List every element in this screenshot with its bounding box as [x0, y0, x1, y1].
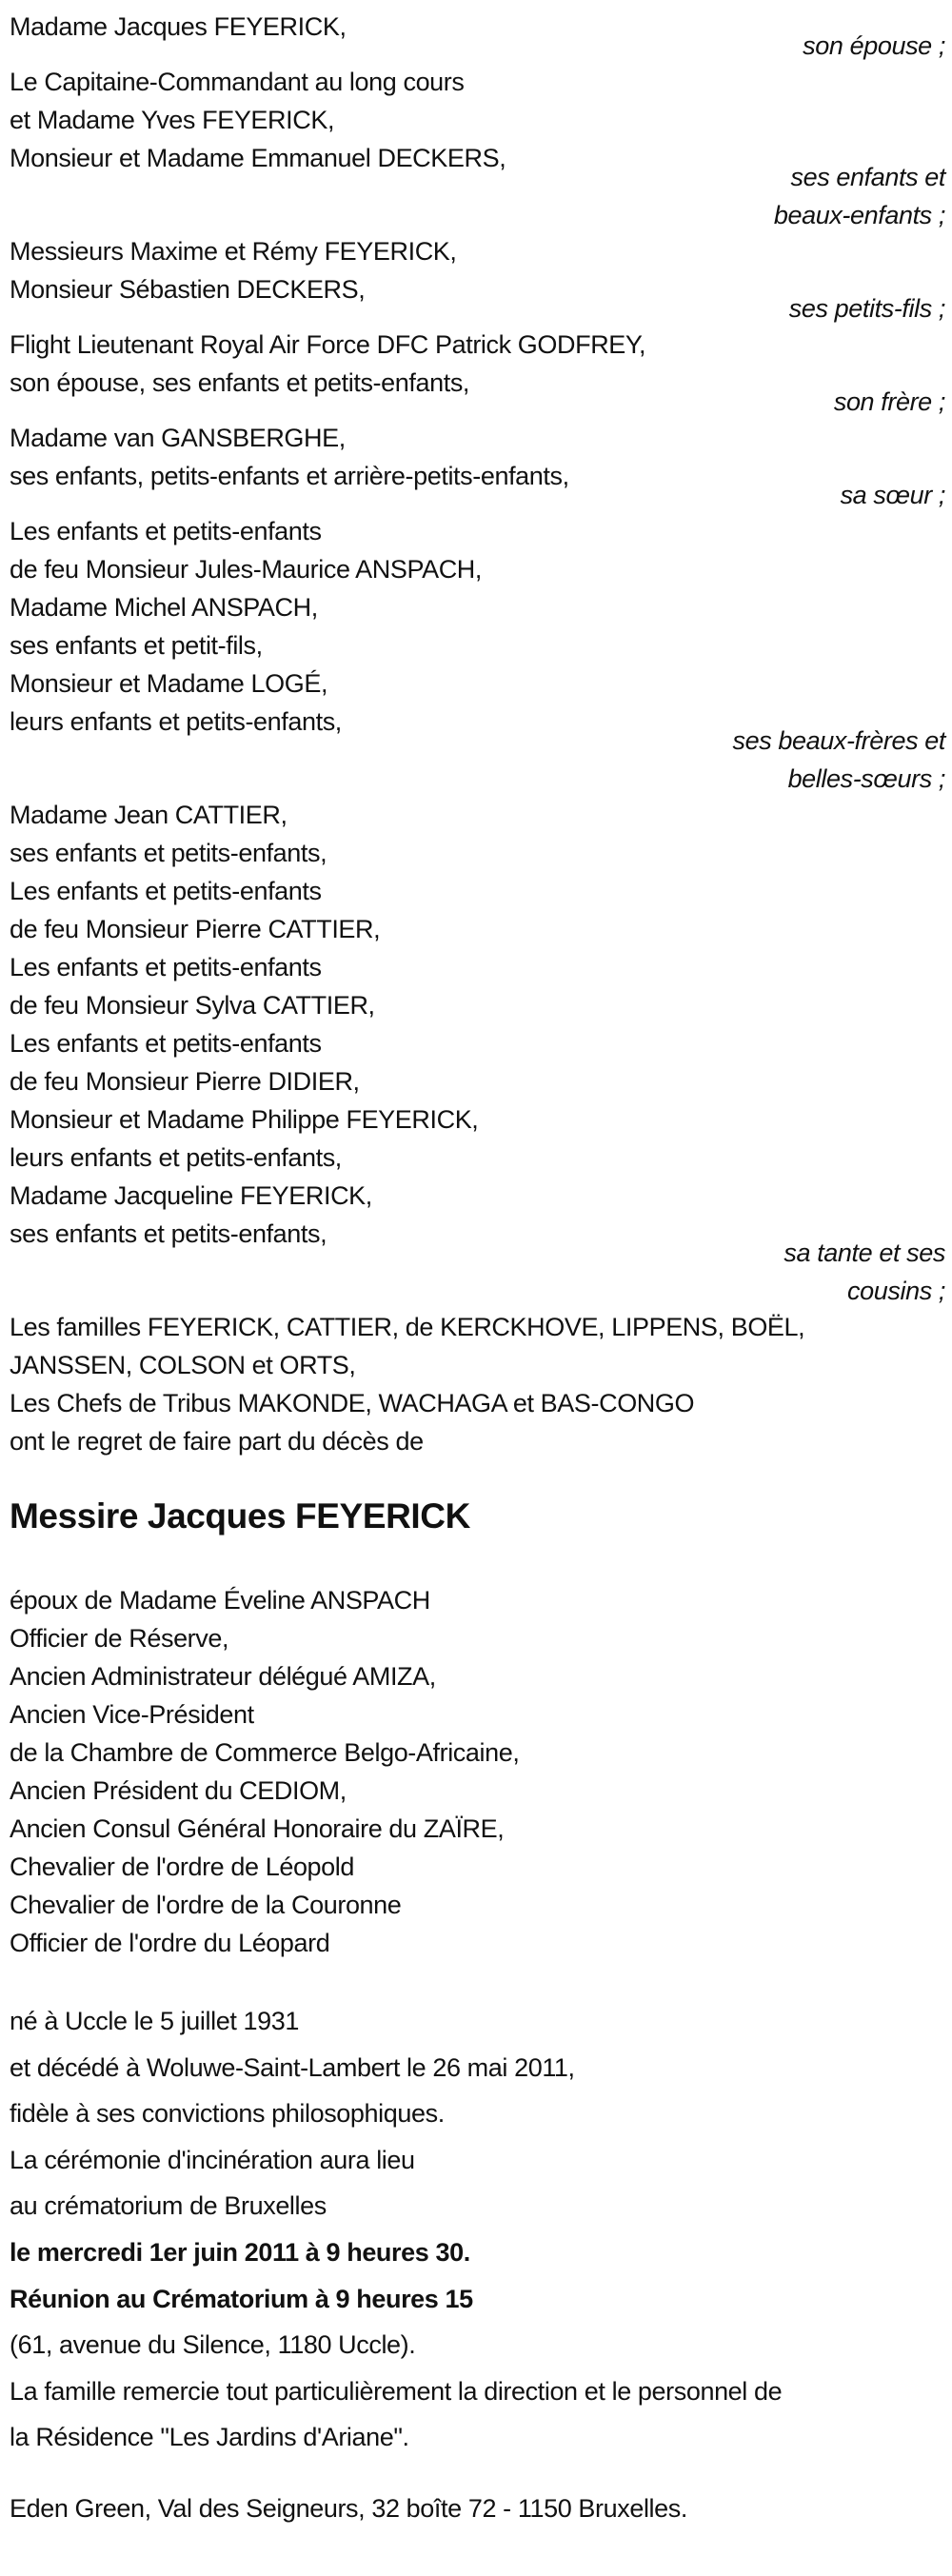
family-line: de feu Monsieur Pierre DIDIER,	[10, 1067, 360, 1096]
family-line: de feu Monsieur Pierre CATTIER,	[10, 915, 381, 943]
detail-line: né à Uccle le 5 juillet 1931	[10, 2007, 299, 2035]
career-line: Officier de Réserve,	[10, 1624, 229, 1653]
relation-line: ses beaux-frères et	[732, 726, 945, 755]
family-line: Monsieur et Madame Philippe FEYERICK,	[10, 1105, 479, 1134]
family-line: Les Chefs de Tribus MAKONDE, WACHAGA et BAS-CONGO	[10, 1389, 695, 1417]
family-line: Les enfants et petits-enfants	[10, 1029, 322, 1058]
career-line: Chevalier de l'ordre de la Couronne	[10, 1891, 402, 1919]
career-line: de la Chambre de Commerce Belgo-Africaine,	[10, 1738, 520, 1767]
family-line: de feu Monsieur Sylva CATTIER,	[10, 991, 375, 1020]
family-group	[10, 512, 945, 798]
family-line: JANSSEN, COLSON et ORTS,	[10, 1351, 356, 1379]
family-group	[10, 1308, 945, 1460]
family-line: Madame Jacques FEYERICK,	[10, 12, 347, 41]
family-line: leurs enfants et petits-enfants,	[10, 707, 342, 736]
family-line: ses enfants, petits-enfants et arrière-petits-enfants,	[10, 462, 569, 490]
family-line: ses enfants et petit-fils,	[10, 631, 263, 660]
deceased-name: Messire Jacques FEYERICK	[10, 1496, 470, 1536]
relation-line: cousins ;	[847, 1277, 945, 1305]
family-line: Flight Lieutenant Royal Air Force DFC Patrick GODFREY,	[10, 330, 646, 359]
family-group	[10, 796, 945, 1310]
family-line: Les familles FEYERICK, CATTIER, de KERCKHOVE, LIPPENS, BOËL,	[10, 1313, 805, 1341]
family-list	[10, 8, 945, 1460]
relation-line: sa tante et ses	[783, 1238, 945, 1267]
family-line: ont le regret de faire part du décès de	[10, 1427, 424, 1456]
career-line: époux de Madame Éveline ANSPACH	[10, 1586, 430, 1615]
career-line: Ancien Président du CEDIOM,	[10, 1776, 347, 1805]
detail-line: fidèle à ses convictions philosophiques.	[10, 2099, 445, 2129]
career-line: Ancien Consul Général Honoraire du ZAÏRE,	[10, 1814, 505, 1843]
family-line: Les enfants et petits-enfants	[10, 517, 322, 545]
family-line: Madame van GANSBERGHE,	[10, 424, 346, 452]
detail-line: le mercredi 1er juin 2011 à 9 heures 30.	[10, 2237, 470, 2267]
family-line: ses enfants et petits-enfants,	[10, 1219, 327, 1248]
detail-line: Réunion au Crématorium à 9 heures 15	[10, 2284, 473, 2313]
family-line: leurs enfants et petits-enfants,	[10, 1143, 342, 1172]
address: Eden Green, Val des Seigneurs, 32 boîte 72 - 1150 Bruxelles.	[10, 2493, 687, 2523]
detail-line: La famille remercie tout particulièrement la direction et le personnel de	[10, 2376, 783, 2406]
family-line: Madame Jean CATTIER,	[10, 801, 288, 829]
family-line: et Madame Yves FEYERICK,	[10, 106, 335, 134]
family-line: Madame Jacqueline FEYERICK,	[10, 1181, 372, 1210]
relation-line: sa sœur ;	[840, 481, 945, 509]
career-line: Ancien Vice-Président	[10, 1700, 254, 1729]
relation-line: beaux-enfants ;	[773, 201, 945, 229]
detail-line: et décédé à Woluwe-Saint-Lambert le 26 mai 2011,	[10, 2052, 575, 2082]
family-group	[10, 8, 945, 65]
family-group	[10, 326, 945, 421]
relation-line: ses enfants et	[790, 163, 945, 191]
relation-line: son épouse ;	[803, 31, 945, 60]
detail-line: La cérémonie d'incinération aura lieu	[10, 2145, 415, 2174]
career-line: Chevalier de l'ordre de Léopold	[10, 1853, 355, 1881]
family-line: de feu Monsieur Jules-Maurice ANSPACH,	[10, 555, 483, 584]
family-line: Les enfants et petits-enfants	[10, 953, 322, 981]
detail-line: au crématorium de Bruxelles	[10, 2191, 327, 2221]
family-line: son épouse, ses enfants et petits-enfants,	[10, 368, 470, 397]
family-line: Les enfants et petits-enfants	[10, 877, 322, 905]
family-line: Madame Michel ANSPACH,	[10, 593, 318, 622]
detail-line: la Résidence "Les Jardins d'Ariane".	[10, 2423, 409, 2452]
detail-line: (61, avenue du Silence, 1180 Uccle).	[10, 2330, 416, 2360]
career-list	[10, 1581, 945, 1962]
family-line: ses enfants et petits-enfants,	[10, 839, 327, 867]
family-line: Le Capitaine-Commandant au long cours	[10, 68, 465, 96]
family-group	[10, 419, 945, 514]
ceremony-details	[10, 1998, 945, 2461]
relation-line: ses petits-fils ;	[788, 294, 945, 323]
family-line: Monsieur Sébastien DECKERS,	[10, 275, 366, 304]
family-line: Monsieur et Madame LOGÉ,	[10, 669, 328, 698]
family-line: Monsieur et Madame Emmanuel DECKERS,	[10, 144, 506, 172]
family-line: Messieurs Maxime et Rémy FEYERICK,	[10, 237, 457, 266]
relation-line: son frère ;	[833, 387, 945, 416]
career-line: Officier de l'ordre du Léopard	[10, 1929, 330, 1957]
family-group	[10, 63, 945, 234]
relation-line: belles-sœurs ;	[787, 764, 945, 793]
family-group	[10, 232, 945, 327]
career-line: Ancien Administrateur délégué AMIZA,	[10, 1662, 436, 1691]
